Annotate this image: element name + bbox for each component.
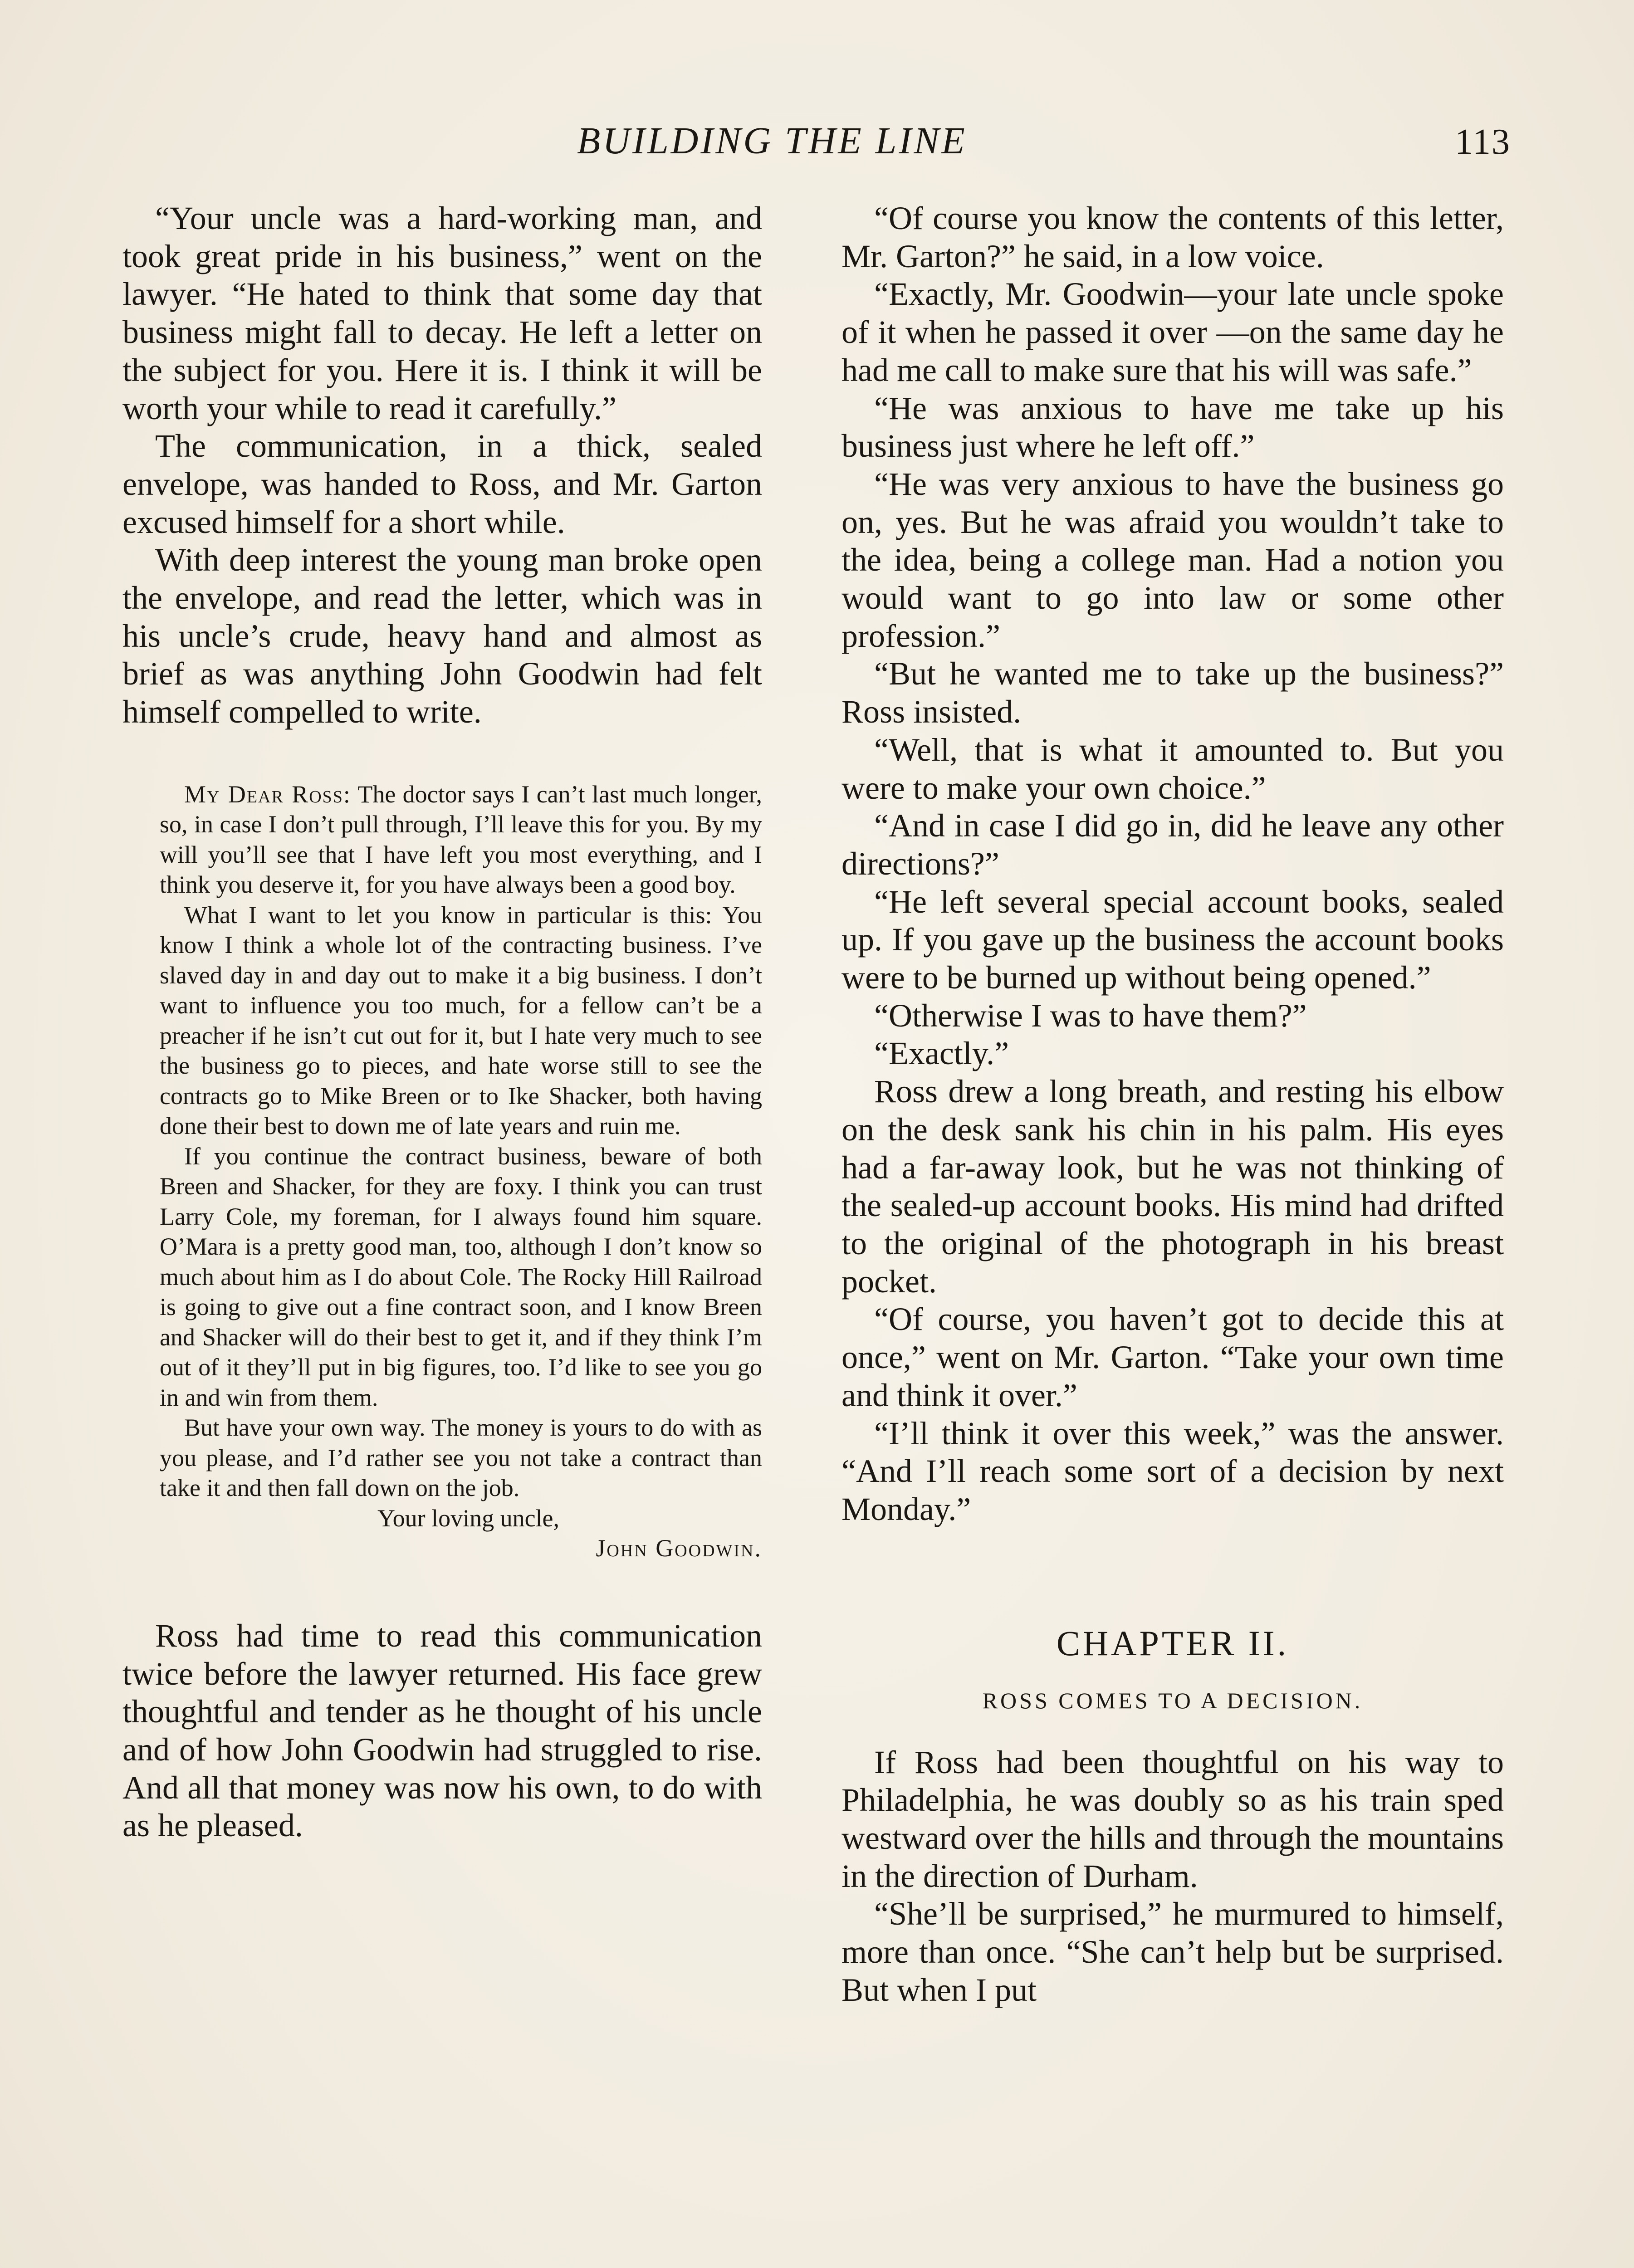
uncle-letter [122, 779, 762, 1564]
letter-text: The doctor says I can’t last much longer, so, in case I don’t pull through, I’ll leave this for you. By my will you’ll see that I have left you most everything, and I think you deserve it, for you have always been a good boy. [160, 780, 763, 899]
letter-paragraph [160, 779, 762, 900]
letter-paragraph: But have your own way. The money is yours to do with as you please, and I’d rather see you not take a contract than take it and then fall down on the job. [160, 1414, 762, 1502]
letter-paragraph: What I want to let you know in particular is this: You know I think a whole lot of the contracting business. I’ve slaved day in and day out to make it a big business. I don’t want to influence you too much, for a fellow can’t be a preacher if he isn’t cut out for it, but I hate very much to see the business go to pieces, and hate worse still to see the contracts go to Mike Breen or to Ike Shacker, both having done their best to down me of late years and ruin me. [160, 901, 762, 1140]
paragraph: “He left several special account books, sealed up. If you gave up the business the account books were to be burned up without being opened.” [841, 883, 1504, 996]
paragraph: “Your uncle was a hard-working man, and took great pride in his business,” went on the lawyer. “He hated to think that some day that business might fall to decay. He left a letter on the subject for you. Here it is. I think it will be worth your while to read it carefully.” [122, 200, 762, 426]
letter-closing: Your loving uncle, [377, 1504, 560, 1532]
paragraph: “But he wanted me to take up the business?” Ross insisted. [841, 655, 1504, 730]
paragraph: “He was anxious to have me take up his business just where he left off.” [841, 390, 1504, 464]
paragraph: Ross had time to read this communication twice before the lawyer returned. His face grew thoughtful and tender as he thought of his uncle and of how John Goodwin had struggled to rise. And all that money was now his own, to do with as he pleased. [122, 1617, 762, 1844]
paragraph: If Ross had been thoughtful on his way to Philadelphia, he was doubly so as his train sped westward over the hills and through the mountains in the direction of Durham. [841, 1744, 1504, 1894]
chapter-title: CHAPTER II. [1056, 1623, 1289, 1663]
letter-paragraph: If you continue the contract business, beware of both Breen and Shacker, for they are foxy. I think you can trust Larry Cole, my foreman, for I always found him square. O’Mara is a pretty good man, too, although I don’t know so much about him as I do about Cole. The Rocky Hill Railroad is going to give out a fine contract soon, and I know Breen and Shacker will do their best to get it, and if they think I’m out of it they’ll put in big figures, too. I’d like to see you go in and win from them. [160, 1142, 762, 1411]
paragraph: “Exactly.” [874, 1035, 1009, 1072]
paragraph: Ross drew a long breath, and resting his elbow on the desk sank his chin in his palm. His eyes had a far-away look, but he was not thinking of the sealed-up account books. His mind had drifted to the original of the photograph in his breast pocket. [841, 1073, 1504, 1300]
paragraph: “Of course you know the contents of this letter, Mr. Garton?” he said, in a low voice. [841, 200, 1504, 274]
paragraph: “Well, that is what it amounted to. But you were to make your own choice.” [841, 731, 1504, 806]
paragraph: “I’ll think it over this week,” was the answer. “And I’ll reach some sort of a decision by next Monday.” [841, 1415, 1504, 1527]
running-head-title: BUILDING THE LINE [577, 120, 967, 162]
letter-signature: John Goodwin. [596, 1535, 762, 1562]
paragraph: “And in case I did go in, did he leave any other directions?” [841, 807, 1504, 882]
paragraph: “She’ll be surprised,” he murmured to himself, more than once. “She can’t help but be surprised. But when I put [841, 1896, 1504, 2008]
paragraph: “Of course, you haven’t got to decide this at once,” went on Mr. Garton. “Take your own time and think it over.” [841, 1301, 1504, 1413]
paragraph: “Exactly, Mr. Goodwin—your late uncle spoke of it when he passed it over —on the same day he had me call to make sure that his will was safe.” [841, 276, 1504, 388]
after-letter-text [122, 1617, 762, 1845]
paragraph: “He was very anxious to have the business go on, yes. But he was afraid you wouldn’t take to the idea, being a college man. Had a notion you would want to go into law or some other profession.” [841, 465, 1504, 654]
letter-salutation: My Dear Ross: [184, 780, 351, 808]
page-number: 113 [1454, 122, 1511, 162]
paragraph: The communication, in a thick, sealed envelope, was handed to Ross, and Mr. Garton excused himself for a short while. [122, 428, 762, 540]
chapter-subtitle: ROSS COMES TO A DECISION. [982, 1687, 1363, 1713]
left-column [122, 200, 762, 1845]
right-column [841, 200, 1504, 2009]
paragraph: With deep interest the young man broke open the envelope, and read the letter, which was in his uncle’s crude, heavy hand and almost as brief as was anything John Goodwin had felt himself compelled to write. [122, 542, 762, 730]
paragraph: “Otherwise I was to have them?” [874, 997, 1307, 1034]
